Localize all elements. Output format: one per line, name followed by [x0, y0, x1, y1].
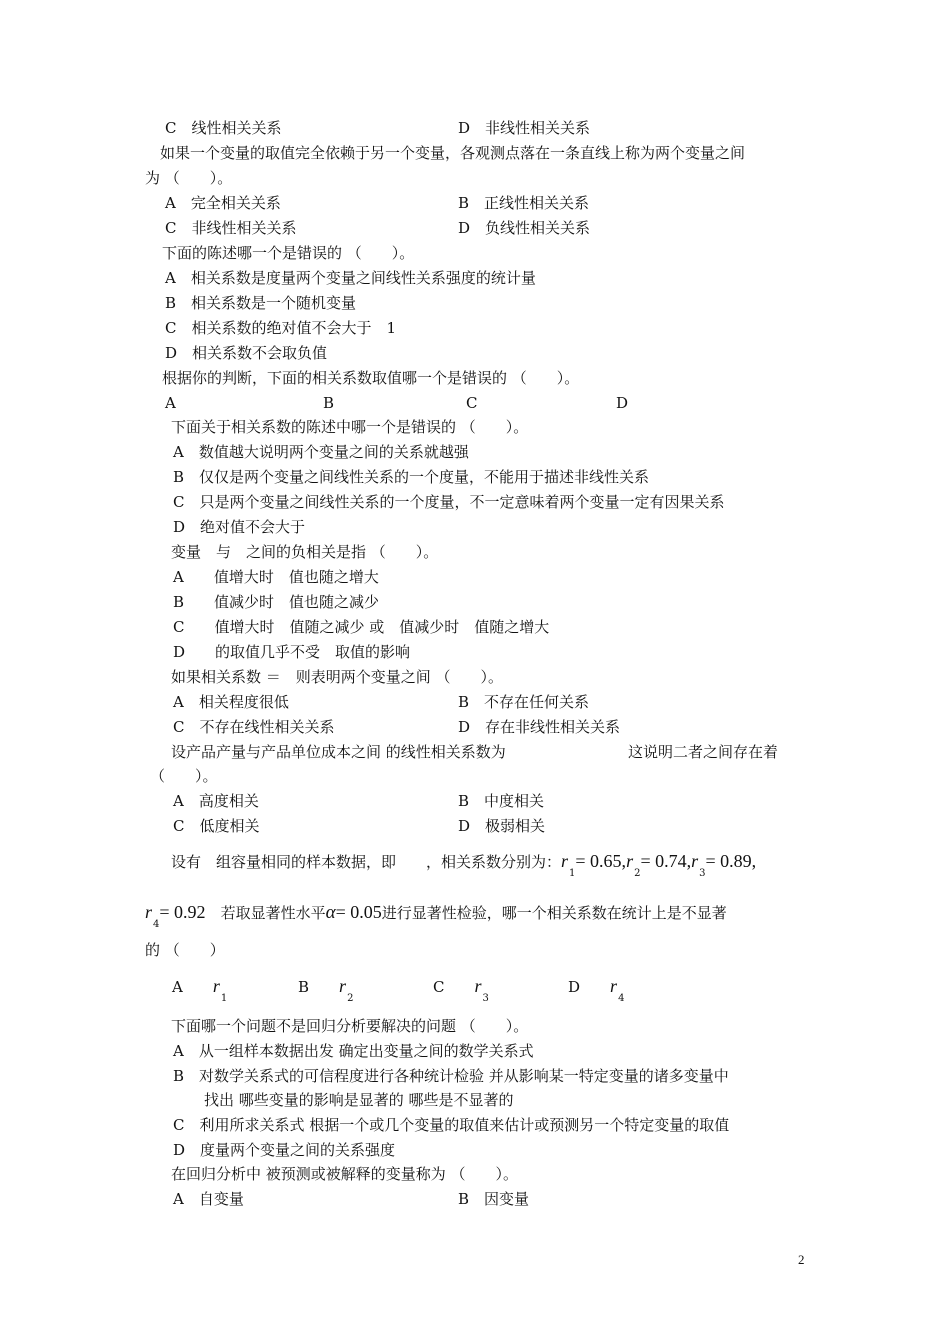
option-c: C 值增大时 值随之减少 或 值减少时 值随之增大 — [173, 618, 550, 636]
r-symbol: r — [474, 976, 482, 996]
question-stem: 如果相关系数 ＝ 则表明两个变量之间 （ ）。 — [171, 668, 504, 686]
option-b: B 正线性相关关系 — [458, 194, 590, 212]
option-a: A 高度相关 — [173, 792, 259, 810]
option-c: C 不存在线性相关关系 — [173, 718, 335, 736]
option-a: A 数值越大说明两个变量之间的关系就越强 — [173, 443, 469, 461]
subscript: 3 — [699, 868, 706, 879]
option-d: D 的取值几乎不受 取值的影响 — [173, 643, 411, 661]
option-c: C 相关系数的绝对值不会大于 1 — [165, 319, 397, 337]
option-d: D 绝对值不会大于 — [173, 518, 306, 536]
r-symbol: r — [691, 851, 699, 871]
r2-value: = 0.74, — [640, 851, 692, 871]
option-a: A 相关程度很低 — [173, 693, 289, 711]
option-b: B 因变量 — [458, 1190, 530, 1208]
subscript: 4 — [153, 919, 160, 930]
r-symbol: r — [561, 851, 569, 871]
subscript: 1 — [569, 868, 576, 879]
subscript: 1 — [220, 993, 228, 1004]
option-label: B — [298, 978, 310, 996]
question-stem: 下面关于相关系数的陈述中哪一个是错误的 （ ）。 — [171, 418, 529, 436]
r3-value: = 0.89, — [705, 851, 757, 871]
option-label: D — [568, 978, 581, 996]
r4-value: = 0.92 — [159, 902, 206, 922]
question-stem: 在回归分析中 被预测或被解释的变量称为 （ ）。 — [171, 1165, 519, 1183]
subscript: 3 — [482, 993, 489, 1004]
option-b: B 仅仅是两个变量之间线性关系的一个度量，不能用于描述非线性关系 — [173, 468, 650, 486]
question-stem: 下面的陈述哪一个是错误的 （ ）。 — [162, 244, 415, 262]
question-stem-continued — [145, 902, 727, 935]
subscript: 2 — [347, 993, 354, 1004]
option-b: B 对数学关系式的可信程度进行各种统计检验 并从影响某一特定变量的诸多变量中 — [173, 1067, 729, 1085]
question-stem: 根据你的判断，下面的相关系数取值哪一个是错误的 （ ）。 — [162, 369, 580, 387]
option-b: B 值减少时 值也随之减少 — [173, 593, 380, 611]
option-b — [298, 976, 353, 1009]
question-stem: 如果一个变量的取值完全依赖于另一个变量，各观测点落在一条直线上称为两个变量之间 — [160, 144, 746, 162]
r-symbol: r — [212, 976, 220, 996]
question-stem-tail: 这说明二者之间存在着 — [628, 743, 779, 761]
option-a — [172, 976, 227, 1009]
r1-value: = 0.65, — [575, 851, 627, 871]
option-a: A 自变量 — [173, 1190, 244, 1208]
question-stem-continued: 为 （ ）。 — [145, 169, 233, 187]
stem-text: 设有 组容量相同的样本数据，即 ，相关系数分别为： — [171, 853, 562, 871]
question-stem-continued: （ ）。 — [150, 767, 218, 785]
question-stem: 下面哪一个问题不是回归分析要解决的问题 （ ）。 — [171, 1017, 529, 1035]
option-c: C 利用所求关系式 根据一个或几个变量的取值来估计或预测另一个特定变量的取值 — [173, 1116, 730, 1134]
option-a: A 值增大时 值也随之增大 — [173, 568, 379, 586]
page-number: 2 — [798, 1252, 805, 1267]
r-symbol: r — [610, 976, 618, 996]
option-a: A 从一组样本数据出发 确定出变量之间的数学关系式 — [173, 1042, 534, 1060]
option-label: C — [433, 978, 445, 996]
option-c: C — [466, 394, 478, 412]
option-d: D — [616, 394, 629, 412]
option-d — [568, 976, 624, 1009]
alpha-symbol: α — [325, 902, 336, 923]
subscript: 2 — [634, 868, 641, 879]
stem-text: 若取显著性水平 — [220, 904, 326, 922]
r-symbol: r — [626, 851, 634, 871]
option-c: C 非线性相关关系 — [165, 219, 297, 237]
option-b: B 中度相关 — [458, 792, 545, 810]
option-b: B 相关系数是一个随机变量 — [165, 294, 357, 312]
question-stem: 变量 与 之间的负相关是指 （ ）。 — [171, 543, 439, 561]
option-b: B — [323, 394, 335, 412]
option-d: D 非线性相关关系 — [458, 119, 591, 137]
option-d: D 度量两个变量之间的关系强度 — [173, 1141, 396, 1159]
question-stem-continued: 的 （ ） — [145, 941, 225, 959]
option-d: D 负线性相关关系 — [458, 219, 591, 237]
option-d: D 极弱相关 — [458, 817, 546, 835]
subscript: 4 — [618, 993, 625, 1004]
alpha-value: = 0.05 — [335, 902, 382, 922]
option-a: A 完全相关关系 — [165, 194, 281, 212]
r-symbol: r — [145, 902, 153, 922]
option-c — [433, 976, 489, 1009]
stem-text: 进行显著性检验，哪一个相关系数在统计上是不显著 — [381, 904, 727, 922]
option-a: A 相关系数是度量两个变量之间线性关系强度的统计量 — [165, 269, 536, 287]
option-label: A — [172, 978, 183, 996]
option-d: D 相关系数不会取负值 — [165, 344, 328, 362]
option-c: C 线性相关关系 — [165, 119, 282, 137]
question-stem — [171, 851, 756, 884]
option-c: C 低度相关 — [173, 817, 260, 835]
option-b: B 不存在任何关系 — [458, 693, 590, 711]
r-symbol: r — [339, 976, 347, 996]
option-b-continued: 找出 哪些变量的影响是显著的 哪些是不显著的 — [204, 1091, 514, 1109]
question-stem: 设产品产量与产品单位成本之间 的线性相关系数为 — [171, 743, 506, 761]
option-d: D 存在非线性相关关系 — [458, 718, 621, 736]
option-c: C 只是两个变量之间线性关系的一个度量，不一定意味着两个变量一定有因果关系 — [173, 493, 725, 511]
option-a: A — [165, 394, 176, 412]
